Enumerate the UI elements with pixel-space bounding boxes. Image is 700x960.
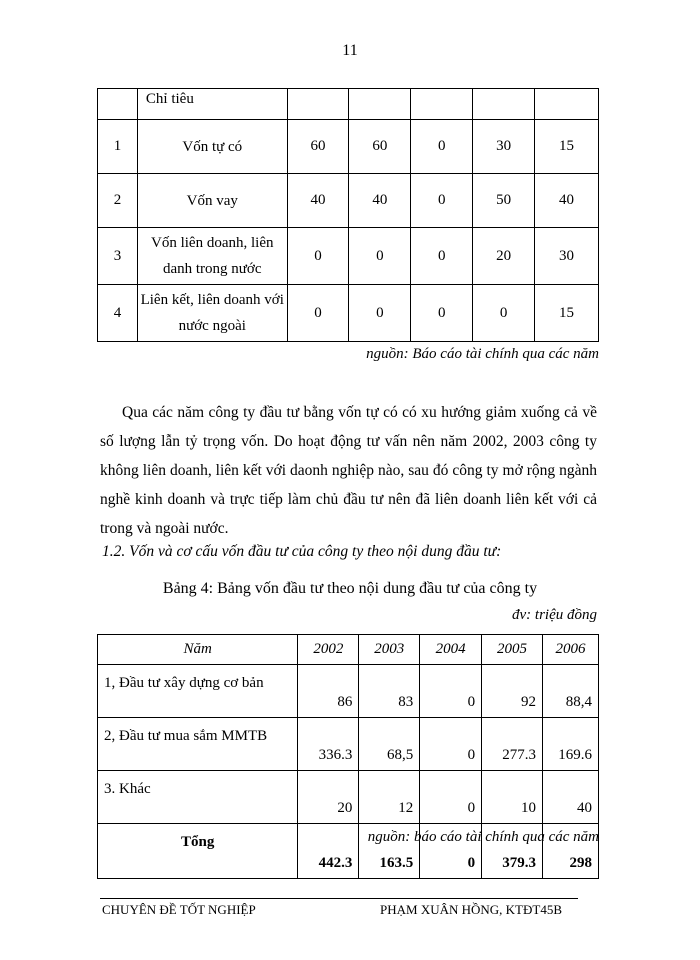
page-number: 11 bbox=[342, 42, 358, 59]
cell-value: 12 bbox=[359, 771, 420, 824]
table1-source: nguồn: Báo cáo tài chính qua các năm bbox=[366, 346, 599, 362]
total-value: 163.5 bbox=[359, 824, 420, 879]
table-row bbox=[98, 718, 599, 771]
row-label: 2, Đầu tư mua sắm MMTB bbox=[98, 718, 298, 771]
unit-note: đv: triệu đồng bbox=[512, 607, 597, 623]
table-header-row bbox=[98, 89, 599, 120]
cell-value: 40 bbox=[543, 771, 599, 824]
row-label: 1, Đầu tư xây dựng cơ bản bbox=[98, 665, 298, 718]
table-row bbox=[98, 665, 599, 718]
cell-value: 0 bbox=[411, 174, 473, 228]
header-label: Chỉ tiêu bbox=[137, 89, 287, 120]
cell-value: 40 bbox=[535, 174, 599, 228]
header-cell-blank bbox=[535, 89, 599, 120]
table-row bbox=[98, 120, 599, 174]
total-value: 0 bbox=[420, 824, 482, 879]
cell-value: 0 bbox=[420, 665, 482, 718]
cell-value: 50 bbox=[473, 174, 535, 228]
cell-value: 0 bbox=[411, 120, 473, 174]
cell-value: 68,5 bbox=[359, 718, 420, 771]
row-label: Vốn liên doanh, liên danh trong nước bbox=[137, 228, 287, 285]
cell-value: 83 bbox=[359, 665, 420, 718]
header-cell-blank bbox=[98, 89, 138, 120]
header-cell-blank bbox=[349, 89, 411, 120]
cell-value: 0 bbox=[349, 285, 411, 342]
footer-author: PHẠM XUÂN HỒNG, KTĐT45B bbox=[380, 902, 562, 917]
row-number: 1 bbox=[98, 120, 138, 174]
row-number: 4 bbox=[98, 285, 138, 342]
cell-value: 0 bbox=[349, 228, 411, 285]
row-label: Liên kết, liên doanh với nước ngoài bbox=[137, 285, 287, 342]
header-year-label: Năm bbox=[98, 635, 298, 665]
table-row bbox=[98, 228, 599, 285]
cell-value: 277.3 bbox=[482, 718, 543, 771]
footer-divider bbox=[100, 898, 578, 899]
cell-value: 88,4 bbox=[543, 665, 599, 718]
total-value: 298 bbox=[543, 824, 599, 879]
cell-value: 0 bbox=[473, 285, 535, 342]
row-label: Vốn tự có bbox=[137, 120, 287, 174]
header-cell-blank bbox=[473, 89, 535, 120]
cell-value: 10 bbox=[482, 771, 543, 824]
row-label: Vốn vay bbox=[137, 174, 287, 228]
cell-value: 336.3 bbox=[298, 718, 359, 771]
cell-value: 60 bbox=[349, 120, 411, 174]
cell-value: 0 bbox=[411, 285, 473, 342]
cell-value: 0 bbox=[420, 771, 482, 824]
cell-value: 30 bbox=[473, 120, 535, 174]
table-row bbox=[98, 771, 599, 824]
cell-value: 15 bbox=[535, 285, 599, 342]
total-value: 379.3 bbox=[482, 824, 543, 879]
header-cell-blank bbox=[411, 89, 473, 120]
header-cell-blank bbox=[287, 89, 349, 120]
table-row bbox=[98, 285, 599, 342]
cell-value: 20 bbox=[473, 228, 535, 285]
total-label: Tổng bbox=[98, 824, 298, 879]
header-year: 2006 bbox=[543, 635, 599, 665]
cell-value: 0 bbox=[287, 228, 349, 285]
header-year: 2003 bbox=[359, 635, 420, 665]
header-year: 2005 bbox=[482, 635, 543, 665]
cell-value: 92 bbox=[482, 665, 543, 718]
table-row bbox=[98, 174, 599, 228]
header-year: 2002 bbox=[298, 635, 359, 665]
section-heading: 1.2. Vốn và cơ cấu vốn đầu tư của công ty theo nội dung đầu tư: bbox=[102, 543, 502, 560]
cell-value: 0 bbox=[287, 285, 349, 342]
row-number: 2 bbox=[98, 174, 138, 228]
cell-value: 40 bbox=[287, 174, 349, 228]
cell-value: 0 bbox=[411, 228, 473, 285]
cell-value: 0 bbox=[420, 718, 482, 771]
table-header-row bbox=[98, 635, 599, 665]
table2-source: nguồn: báo cáo tài chính qua các năm bbox=[367, 829, 599, 845]
total-value: 442.3 bbox=[298, 824, 359, 879]
header-year: 2004 bbox=[420, 635, 482, 665]
cell-value: 40 bbox=[349, 174, 411, 228]
row-label: 3. Khác bbox=[98, 771, 298, 824]
cell-value: 30 bbox=[535, 228, 599, 285]
cell-value: 169.6 bbox=[543, 718, 599, 771]
table-caption: Bảng 4: Bảng vốn đầu tư theo nội dung đầu tư của công ty bbox=[162, 580, 538, 597]
row-number: 3 bbox=[98, 228, 138, 285]
capital-structure-table bbox=[97, 88, 599, 342]
body-paragraph: Qua các năm công ty đầu tư bằng vốn tự có có xu hướng giảm xuống cả về số lượng lẫn tỷ trọng vốn. Do hoạt động tư vấn nên năm 2002, 2003 công ty không liên doanh, liên kết với daonh nghiệp nào, sau đó công ty mở rộng ngành nghề kinh doanh và trực tiếp làm chủ đầu tư nên đã liên doanh liên kết với cả trong và ngoài nước. bbox=[100, 404, 597, 537]
footer-title: CHUYÊN ĐỀ TỐT NGHIỆP bbox=[102, 902, 256, 917]
cell-value: 86 bbox=[298, 665, 359, 718]
cell-value: 60 bbox=[287, 120, 349, 174]
cell-value: 20 bbox=[298, 771, 359, 824]
cell-value: 15 bbox=[535, 120, 599, 174]
